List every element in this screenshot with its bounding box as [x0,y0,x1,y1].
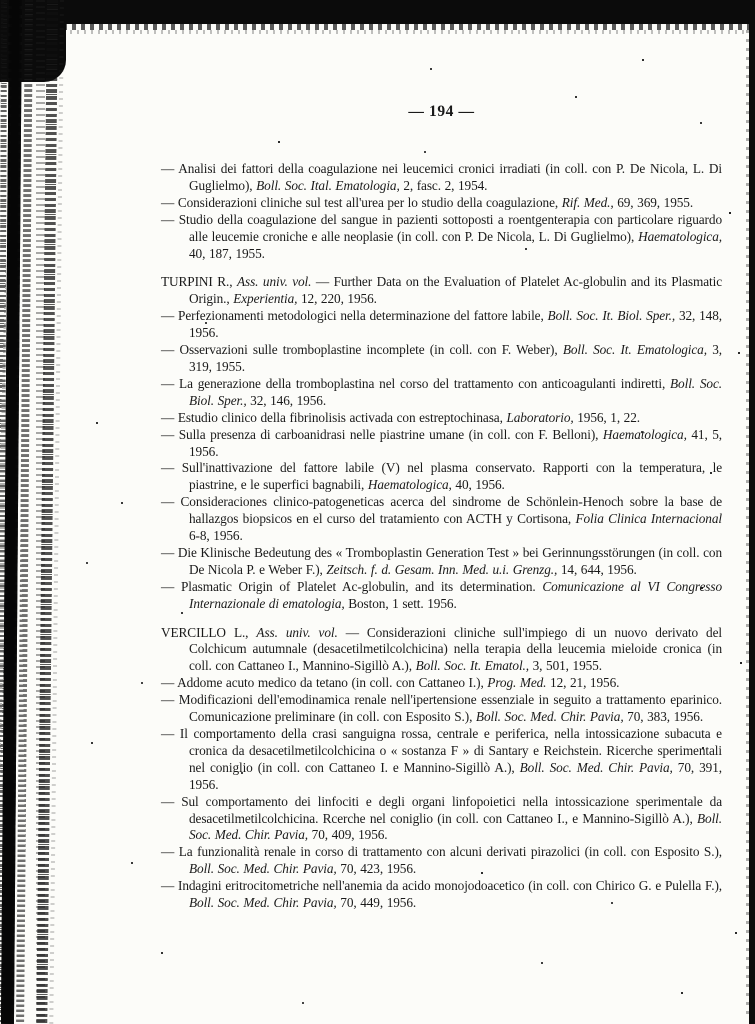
bibliography-group [161,625,722,912]
entry-text: — Sull'inattivazione del fattore labile (V) nel plasma conservato. Rapporti con la temperatura, le piastrine, e le superfici bagnabili, [161,460,722,493]
bibliography-entry [161,878,722,912]
bibliography-entry [161,726,722,794]
entry-text: — Considerazioni cliniche sul test all'urea per lo studio della coagulazione, [161,194,562,210]
entry-text: 70, 391, 1956. [189,759,722,792]
scanner-edge-top [0,0,755,24]
entry-text: — Osservazioni sulle tromboplastine incomplete (in coll. con F. Weber), [161,342,563,358]
bibliography-entry [161,494,722,545]
entry-text: 70, 449, 1956. [336,895,417,911]
entry-journal-italic: Haematologica, [638,228,722,244]
entry-text: 40, 187, 1955. [189,245,265,261]
entry-text: 3, 319, 1955. [189,342,723,374]
bibliography-entry [161,460,722,494]
page-number: — 194 — [408,103,475,120]
entry-text: — Addome acuto medico da tetano (in coll. con Cattaneo I.), [161,675,488,691]
entry-text: VERCILLO L., [161,624,257,640]
entry-text: — La generazione della tromboplastina nel corso del trattamento con anticoagulanti indiretti, [161,375,671,391]
bibliography-entry [161,212,722,263]
bibliography-entry [161,625,722,676]
entry-journal-italic: Folia Clinica Internacional [575,511,723,527]
entry-text: — La funzionalità renale in corso di trattamento con alcuni derivati pirazolici (in coll. con Esposito S.), [161,844,722,860]
entry-text: — Further Data on the Evaluation of Platelet Ac-globulin and its Plasmatic Origin., [189,274,722,307]
page-content [161,103,722,924]
entry-journal-italic: Rif. Med., [561,194,614,210]
entry-text: TURPINI R., [161,274,238,290]
entry-journal-italic: Prog. Med. [487,675,547,691]
entry-journal-italic: Haematologica, [602,426,687,442]
bibliography-entry [161,342,722,376]
entry-journal-italic: Boll. Soc. Med. Chir. Pavia, [189,810,722,843]
bibliography-entry [161,692,722,726]
entry-text: — Sul comportamento dei linfociti e degli organi linfopoietici nella intossicazione sperimentale da desacetilmetilcolchicina. Rcerche nel coniglio (in coll. con Cattaneo I., e Mannino-Sigillò A.), [161,793,722,826]
entry-text: 2, fasc. 2, 1954. [399,177,488,193]
scanner-edge-fray-light [0,30,755,34]
entry-journal-italic: Boll. Soc. Ital. Ematologia, [256,177,400,193]
entry-journal-italic: Boll. Soc. It. Ematol., [415,658,529,674]
entry-journal-italic: Boll. Soc. Med. Chir. Pavia, [519,759,673,775]
bibliography-entry [161,675,722,692]
entry-journal-italic: Boll. Soc. Med. Chir. Pavia, [475,709,624,725]
bibliography-group [161,274,722,612]
entry-journal-italic: Boll. Soc. Med. Chir. Pavia, [189,861,337,877]
scanner-edge-right-fray [746,30,749,1020]
entry-text: 1956, 1, 22. [573,409,640,425]
entry-text: — Perfezionamenti metodologici nella determinazione del fattore labile, [161,308,548,324]
entry-text: 70, 383, 1956. [623,709,704,725]
bibliography-entry [161,844,722,878]
bibliography-group [161,161,722,262]
entry-text: 32, 146, 1956. [246,392,327,408]
bibliography-entry [161,376,722,410]
entry-text: — Analisi dei fattori della coagulazione nei leucemici cronici irradiati (in coll. con P. De Nicola, L. Di Guglielmo), [161,161,722,193]
entry-text: 40, 1956. [451,477,505,493]
entry-text: 12, 220, 1956. [297,291,377,307]
entry-journal-italic: Haematologica, [367,477,452,493]
book-binding [0,0,70,1024]
entry-text: Boston, 1 sett. 1956. [344,595,457,611]
entry-text: — Indagini eritrocitometriche nell'anemia da acido monojodoacetico (in coll. con Chirico G. e Pulella F.), [161,878,722,894]
bibliography-entry [161,308,722,342]
entry-text: 70, 423, 1956. [336,861,417,877]
entry-text: 70, 409, 1956. [308,827,388,843]
entry-text: — Modificazioni dell'emodinamica renale nell'ipertensione essenziale in seguito a trattamento eparinico. Comunicazione preliminare (in coll. con Esposito S.), [161,692,722,725]
entry-text: — Sulla presenza di carboanidrasi nelle piastrine umane (in coll. con F. Belloni), [161,426,603,442]
bibliography-entry [161,195,722,212]
bibliography-entry [161,427,722,461]
bibliography [161,161,722,912]
bibliography-entry [161,579,722,613]
entry-text: 32, 148, 1956. [189,308,722,341]
entry-journal-italic: Zeitsch. f. d. Gesam. Inn. Med. u.i. Grenzg., [326,561,558,577]
entry-text: — Studio della coagulazione del sangue in pazienti sottoposti a roentgenterapia con particolare riguardo alle leucemie croniche e alle neoplasie (in coll. con P. De Nicola, L. Di Guglielmo), [161,211,722,244]
entry-journal-italic: Comunicazione al VI Congresso Internazionale di ematologia, [189,578,722,611]
entry-text: — Il comportamento della crasi sanguigna rossa, centrale e periferica, nella intossicazione subacuta e cronica da desacetilmetilcolchicina o « sostanza F » di Santary e Reichstein. Ricerche sperimentali nel coniglio (in coll. con Cattaneo I. e Mannino-Sigillò A.), [161,726,722,775]
entry-journal-italic: Boll. Soc. It. Biol. Sper., [547,308,676,324]
bibliography-entry [161,274,722,308]
entry-text: — Die Klinische Bedeutung des « Tromboplastin Generation Test » bei Gerinnungsstörungen (in coll. con De Nicola P. e Weber F.), [161,544,722,577]
entry-journal-italic: Experientia, [233,291,298,307]
bibliography-entry [161,545,722,579]
scan-speckles [0,0,2,2]
bibliography-entry [161,161,722,195]
entry-journal-italic: Ass. univ. vol. [237,274,312,290]
entry-text: — Plasmatic Origin of Platelet Ac-globulin, and its determination. [161,578,543,594]
entry-journal-italic: Ass. univ. vol. [256,624,338,640]
entry-text: — Estudio clinico della fibrinolisis activada con estreptochinasa, [161,409,507,425]
entry-journal-italic: Boll. Soc. Med. Chir. Pavia, [189,895,337,911]
entry-text: 69, 369, 1955. [613,194,694,210]
entry-journal-italic: Laboratorio, [506,409,574,425]
bibliography-entry [161,794,722,845]
entry-journal-italic: Boll. Soc. Biol. Sper., [189,375,722,408]
entry-text: 41, 5, 1956. [189,426,723,459]
bibliography-entry [161,410,722,427]
entry-journal-italic: Boll. Soc. It. Ematologica, [562,342,707,358]
entry-text: — Consideraciones clinico-patogeneticas acerca del sindrome de Schönlein-Henoch sobre la base de hallazgos biopsicos en el curso del tratamiento con ACTH y Cortisona, [161,494,722,527]
entry-text: — Considerazioni cliniche sull'impiego di un nuovo derivato del Colchicum autumnale (desacetilmetilcolchicina) nella terapia della leucemia mieloide cronica (in coll. con Cattaneo I., Mannino-Sigillò A.), [189,624,722,674]
entry-text: 3, 501, 1955. [529,658,602,674]
entry-text: 14, 644, 1956. [557,561,637,577]
entry-text: 12, 21, 1956. [546,675,620,691]
scanner-edge-right [749,20,755,1024]
entry-text: 6-8, 1956. [189,528,243,544]
